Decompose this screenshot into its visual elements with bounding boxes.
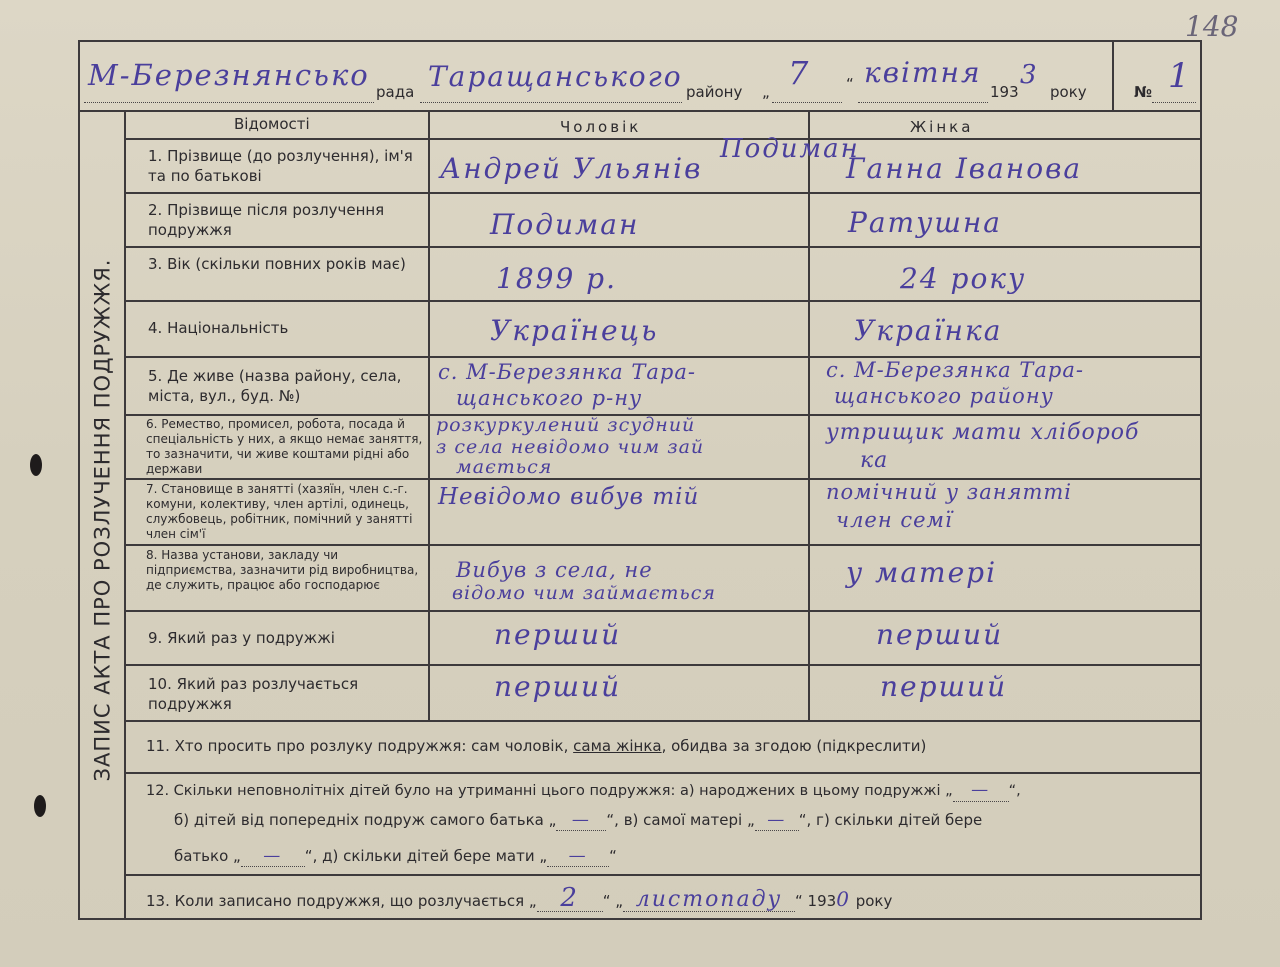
district-value: Таращанського <box>428 60 683 93</box>
row-13-year-suffix: 0 <box>836 887 851 911</box>
village-value: М-Березнянсько <box>88 58 370 92</box>
side-title: ЗАПИС АКТА ПРО РОЗЛУЧЕННЯ ПОДРУЖЖЯ. <box>90 258 115 782</box>
year-prefix: 193 <box>990 83 1019 101</box>
husband-surname-after: Подиман <box>490 208 640 241</box>
wife-nationality: Українка <box>854 314 1003 347</box>
husband-name: Андрей Ульянів <box>440 152 703 185</box>
wife-position-1: помічний у занятті <box>826 480 1073 504</box>
column-header-husband: Чоловік <box>560 118 642 136</box>
column-header-wife: Жінка <box>910 118 974 136</box>
husband-residence-1: с. М-Березянка Тара- <box>438 360 696 384</box>
husband-position: Невідомо вибув тій <box>438 484 700 510</box>
husband-surname-extra: Подиман <box>720 134 860 164</box>
row-13-text: 13. Коли записано подружжя, що розлучається „ 2 “ „ листопаду “ 1930 року <box>146 883 893 913</box>
row-5-label: 5. Де живе (назва району, села, міста, вул., буд. №) <box>148 367 402 405</box>
row-10-label: 10. Який раз розлучається подружжя <box>148 675 359 713</box>
wife-occupation-1: утрищик мати хлібороб <box>826 420 1140 445</box>
husband-workplace-2: відомо чим займається <box>452 582 716 604</box>
number-value: 1 <box>1168 56 1192 96</box>
wife-workplace: у матері <box>846 556 998 589</box>
document-page: 148 М-Березнянсько рада Таращанського району „ 7 “ квітня 193 3 року № 1 ЗАПИС АКТА ПРО РОЗЛУЧЕННЯ ПОДРУЖЖЯ. Відомості Чоловік Жінка 1. Прізвище (до розлучення), ім'я та по батькові 2. Прізвище після розлучення подружжя 3. Вік (скільки повних років має) 4. Національність 5. Де живе (назва району, села, міста, вул., буд. №) 6. Ремество, промисел, робота, посада й спеціальність у них, а якщо немає заняття, то зазначити, чи живе коштами рідні або держави 7. Становище в занятті (хазяїн, член с.-г. комуни, колективу, член артілі, одинець, службовець, робітник, помічний у занятті член сім'ї 8. Назва установи, закладу чи підприємства, зазначити рід виробництва, де служить, працює або господарює 9. Який раз у подружжі 10. Який раз розлучається подружжя Подиман Андрей Ульянів Подиман 1899 р. Українець с. М-Березянка Тара- щанського р-ну розкуркулений зсудний з села невідомо чим зай мається Невідомо вибув тій Вибув з села, не відомо чим займається перший перший Ганна Іванова Ратушна 24 року Українка с. М-Березянка Тара- щанського району утрищик мати хлібороб ка помічний у занятті член семї у матері перший перший 11. Хто просить про розлуку подружжя: сам чоловік, сама жінка, обидва за згодою (підкреслити) 12. Скільки неповнолітніх дітей було на утриманні цього подружжя: а) народжених в цьому подружжі „ — “, б) дітей від попередніх подруж самого батька „ — “, в) самої матері „ — “, г) скільки дітей бере батько „ — “, д) скільки дітей бере мати „ — “ 13. Коли записано подружжя, що розлучається „ 2 “ „ листопаду “ 1930 року <box>0 0 1280 967</box>
row-12-line-3: батько „ — “, д) скільки дітей бере мати „ — “ <box>174 846 617 866</box>
row-11-text: 11. Хто просить про розлуку подружжя: сам чоловік, сама жінка, обидва за згодою (підкреслити) <box>146 737 927 755</box>
row-11-underlined: сама жінка <box>573 737 662 755</box>
row-8-label: 8. Назва установи, закладу чи підприємства, зазначити рід виробництва, де служить, працює або господарює <box>146 548 419 592</box>
wife-marriage-count: перший <box>876 618 1004 651</box>
row-6-label: 6. Ремество, промисел, робота, посада й спеціальність у них, а якщо немає заняття, то зазначити, чи живе коштами рідні або держави <box>146 417 423 476</box>
husband-marriage-count: перший <box>494 618 622 651</box>
row-12-line-2: б) дітей від попередніх подруж самого батька „ — “, в) самої матері „ — “, г) скільки дітей бере <box>174 810 983 830</box>
punch-hole <box>34 795 46 817</box>
year-label: року <box>1050 83 1087 101</box>
husband-age: 1899 р. <box>496 262 617 295</box>
husband-divorce-count: перший <box>494 670 622 703</box>
row-12-line-1: 12. Скільки неповнолітніх дітей було на утриманні цього подружжя: а) народжених в цьому подружжі „ — “, <box>146 780 1021 800</box>
number-label: № <box>1134 83 1153 101</box>
row-2-label: 2. Прізвище після розлучення подружжя <box>148 201 385 239</box>
husband-occupation-3: мається <box>456 456 553 478</box>
wife-name: Ганна Іванова <box>846 152 1083 185</box>
wife-age: 24 року <box>900 262 1027 295</box>
wife-divorce-count: перший <box>880 670 1008 703</box>
row-13-day: 2 <box>560 883 579 913</box>
wife-occupation-2: ка <box>860 448 889 473</box>
row-9-label: 9. Який раз у подружжі <box>148 629 335 647</box>
row-7-label: 7. Становище в занятті (хазяїн, член с.-г. комуни, колективу, член артілі, одинець, службовець, робітник, помічний у занятті член сім'ї <box>146 482 413 541</box>
wife-residence-2: щанського району <box>834 384 1054 408</box>
wife-position-2: член семї <box>836 508 953 532</box>
day-value: 7 <box>788 54 811 92</box>
page-number: 148 <box>1185 10 1239 43</box>
wife-residence-1: с. М-Березянка Тара- <box>826 358 1084 382</box>
district-label: району <box>686 83 743 101</box>
punch-hole <box>30 454 42 476</box>
husband-occupation-2: з села невідомо чим зай <box>436 436 705 458</box>
husband-nationality: Українець <box>490 314 659 347</box>
row-4-label: 4. Національність <box>148 319 289 337</box>
month-value: квітня <box>864 56 982 89</box>
rada-label: рада <box>376 83 415 101</box>
row-3-label: 3. Вік (скільки повних років має) <box>148 255 406 273</box>
husband-occupation-1: розкуркулений зсудний <box>436 414 696 436</box>
column-header-info: Відомості <box>234 115 310 133</box>
row-13-month: листопаду <box>635 887 783 912</box>
wife-surname-after: Ратушна <box>848 206 1002 239</box>
row-1-label: 1. Прізвище (до розлучення), ім'я та по батькові <box>148 147 413 185</box>
husband-residence-2: щанського р-ну <box>456 386 643 410</box>
husband-workplace-1: Вибув з села, не <box>456 558 653 582</box>
year-suffix: 3 <box>1020 60 1039 90</box>
